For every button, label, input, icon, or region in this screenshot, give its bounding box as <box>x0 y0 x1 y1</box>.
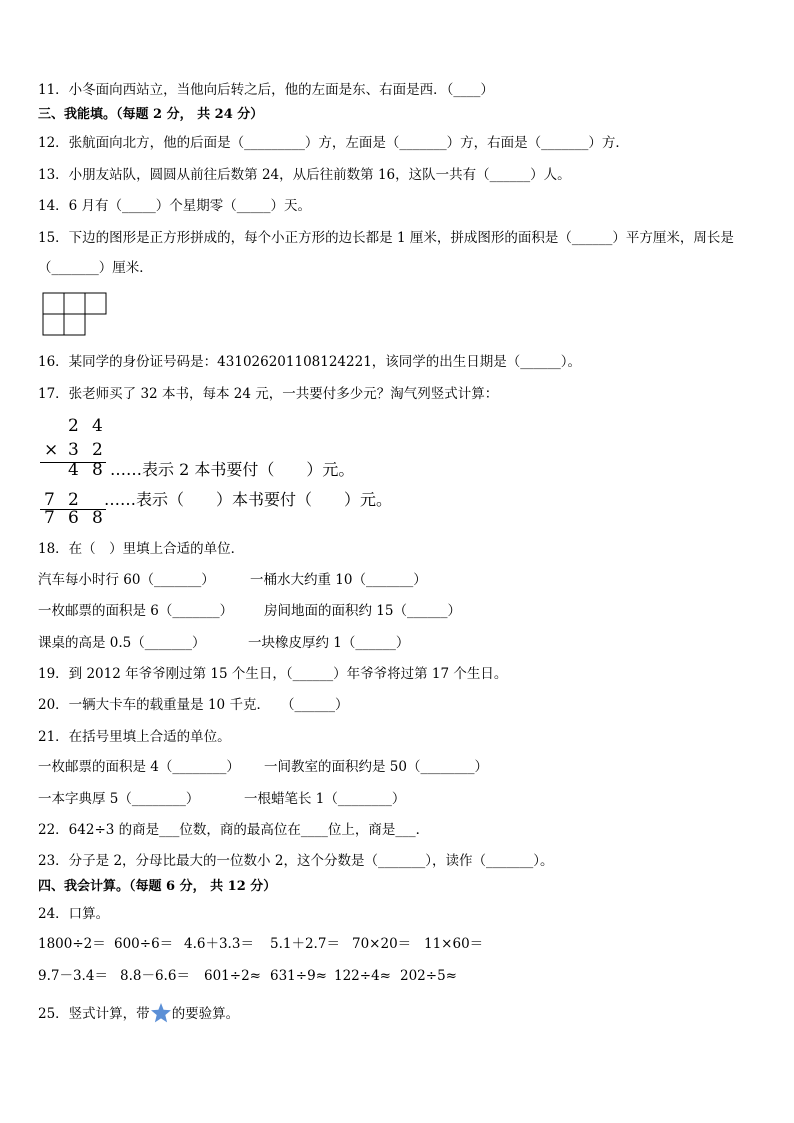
section-4-heading: 四、我会计算。（每题 6 分， 共 12 分） <box>38 879 277 894</box>
mult-digit: 7 <box>44 490 55 510</box>
q24-row-1 <box>38 934 758 954</box>
oral-calc-item: 631÷9≈ <box>270 968 327 984</box>
vertical-multiplication <box>40 416 460 528</box>
mult-digit: 3 <box>68 440 79 460</box>
mult-digit: 6 <box>68 508 79 528</box>
q25-text-pre: 25．竖式计算，带 <box>38 1006 150 1022</box>
q18-item: 一块橡皮厚约 1（______） <box>248 635 410 651</box>
question-14: 14．6 月有（_____）个星期零（_____）天。 <box>38 198 312 214</box>
mult-digit: 4 <box>92 416 103 436</box>
q21-item: 一间教室的面积约是 50（________） <box>264 759 488 775</box>
question-24: 24．口算。 <box>38 906 110 922</box>
mult-sign: × <box>44 440 59 460</box>
oral-calc-item: 1800÷2＝ <box>38 936 106 952</box>
q21-item: 一枚邮票的面积是 4（________） <box>38 759 240 775</box>
mult-digit: 2 <box>68 490 79 510</box>
question-15-line2: （_______）厘米． <box>38 260 153 276</box>
question-21: 21．在括号里填上合适的单位。 <box>38 729 231 745</box>
mult-digit: 4 <box>68 460 79 480</box>
question-15-line1: 15．下边的图形是正方形拼成的，每个小正方形的边长都是 1 厘米，拼成图形的面积是（______）平方厘米，周长是 <box>38 230 734 246</box>
question-22: 22．642÷3 的商是___位数，商的最高位在____位上，商是___． <box>38 822 430 838</box>
q25-text-post: 的要验算。 <box>171 1006 240 1022</box>
q18-item: 一枚邮票的面积是 6（_______） <box>38 603 234 619</box>
mult-note-1: ……表示 2 本书要付（ ）元。 <box>110 460 355 479</box>
oral-calc-item: 11×60＝ <box>424 936 484 952</box>
question-25 <box>38 1002 239 1024</box>
q24-row-2 <box>38 966 758 986</box>
star-icon <box>150 1002 172 1024</box>
q18-item: 房间地面的面积约 15（______） <box>264 603 461 619</box>
q18-item: 汽车每小时行 60（_______） <box>38 572 215 588</box>
question-19: 19．到 2012 年爷爷刚过第 15 个生日，（______）年爷爷将过第 17 个生日。 <box>38 666 508 682</box>
q21-item: 一根蜡笔长 1（________） <box>244 791 406 807</box>
mult-note-2: ……表示（ ）本书要付（ ）元。 <box>104 490 393 509</box>
question-18: 18．在（ ）里填上合适的单位． <box>38 541 245 557</box>
oral-calc-item: 8.8－6.6＝ <box>120 968 190 984</box>
q21-row <box>38 789 758 809</box>
q18-row <box>38 570 758 590</box>
q21-item: 一本字典厚 5（________） <box>38 791 200 807</box>
oral-calc-item: 4.6＋3.3＝ <box>184 936 254 952</box>
question-13: 13．小朋友站队，圆圆从前往后数第 24，从后往前数第 16，这队一共有（______）人。 <box>38 167 571 183</box>
mult-digit: 8 <box>92 508 103 528</box>
q21-row <box>38 757 758 777</box>
mult-digit: 8 <box>92 460 103 480</box>
oral-calc-item: 122÷4≈ <box>334 968 391 984</box>
question-17: 17．张老师买了 32 本书，每本 24 元，一共要付多少元？淘气列竖式计算： <box>38 386 499 402</box>
oral-calc-item: 9.7－3.4＝ <box>38 968 108 984</box>
mult-digit: 7 <box>44 508 55 528</box>
oral-calc-item: 70×20＝ <box>352 936 412 952</box>
oral-calc-item: 202÷5≈ <box>400 968 457 984</box>
q18-item: 课桌的高是 0.5（_______） <box>38 635 206 651</box>
mult-digit: 2 <box>92 440 103 460</box>
q18-row <box>38 633 758 653</box>
question-11: 11．小冬面向西站立，当他向后转之后，他的左面是东、右面是西．（____） <box>38 82 494 98</box>
question-12: 12．张航面向北方，他的后面是（_________）方，左面是（_______）方，右面是（_______）方． <box>38 135 629 151</box>
oral-calc-item: 600÷6＝ <box>114 936 174 952</box>
question-20: 20．一辆大卡车的载重量是 10 千克． （______） <box>38 697 349 713</box>
section-3-heading: 三、我能填。（每题 2 分， 共 24 分） <box>38 107 264 122</box>
square-grid-figure <box>42 292 108 338</box>
q18-item: 一桶水大约重 10（_______） <box>250 572 427 588</box>
oral-calc-item: 601÷2≈ <box>204 968 261 984</box>
question-16: 16．某同学的身份证号码是：431026201108124221，该同学的出生日期是（______）。 <box>38 354 582 370</box>
question-23: 23．分子是 2，分母比最大的一位数小 2，这个分数是（_______），读作（_______）。 <box>38 853 554 869</box>
mult-digit: 2 <box>68 416 79 436</box>
q18-row <box>38 601 758 621</box>
oral-calc-item: 5.1＋2.7＝ <box>270 936 340 952</box>
